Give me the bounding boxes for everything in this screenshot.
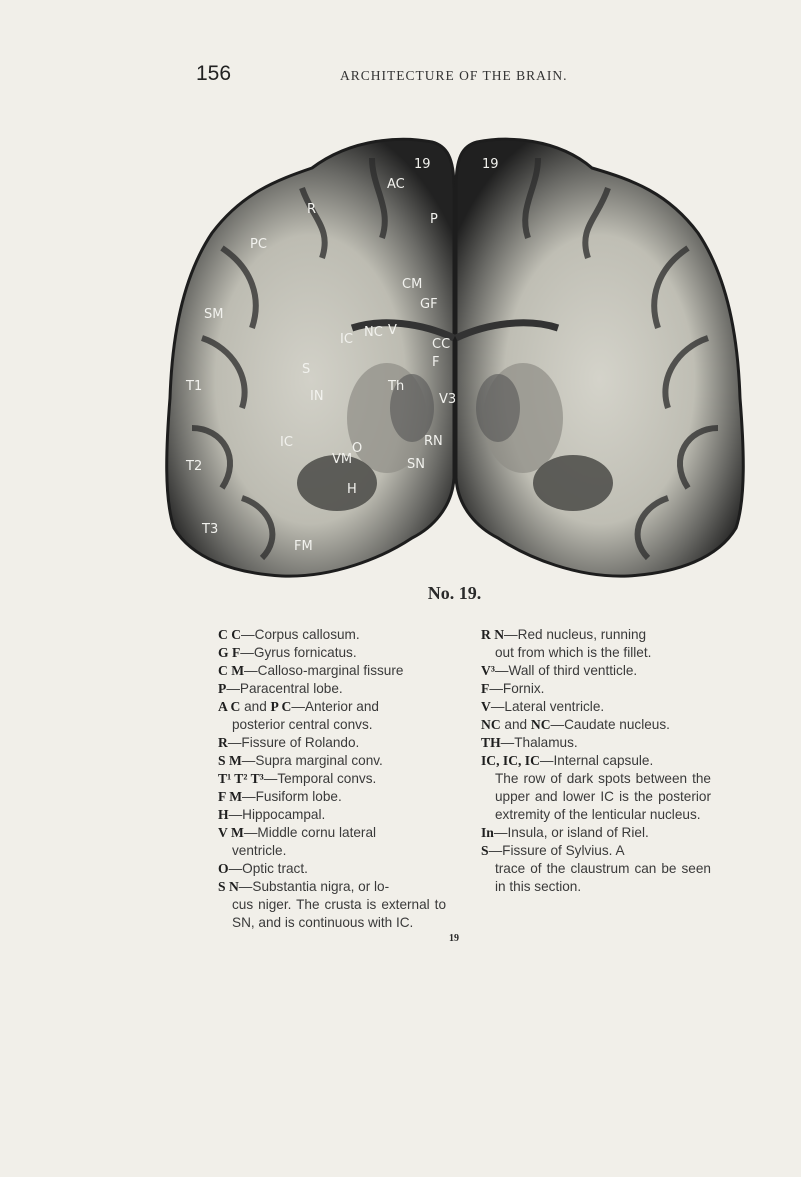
label-th: Th xyxy=(388,379,405,394)
label-o: O xyxy=(352,441,363,456)
label-sn: SN xyxy=(407,457,425,472)
legend-entry: R—Fissure of Rolando. xyxy=(218,735,360,750)
label-t1: T1 xyxy=(186,379,203,394)
running-title: ARCHITECTURE OF THE BRAIN. xyxy=(340,68,568,83)
legend-entry: V—Lateral ventricle. xyxy=(481,699,605,714)
legend-entry: T¹ T² T³—Temporal convs. xyxy=(218,771,377,786)
label-vm: VM xyxy=(332,452,353,467)
legend-entry: C M—Calloso-marginal fissure xyxy=(218,663,404,678)
label-nc: NC xyxy=(364,325,383,340)
legend-entry: NC and NC—Caudate nucleus. xyxy=(481,717,670,732)
figure-caption xyxy=(0,583,801,604)
legend-entry: P—Paracentral lobe. xyxy=(218,681,343,696)
label-ic-2: IC xyxy=(280,435,293,450)
label-sm: SM xyxy=(204,307,224,322)
label-s: S xyxy=(302,362,311,377)
legend-entry: G F—Gyrus fornicatus. xyxy=(218,645,357,660)
legend-entry: IC, IC, IC—Internal capsule. The row of dark spots between the upper and lower IC is the posterior extremity of the lenticular nucleus. xyxy=(481,753,711,822)
legend-entry: H—Hippocampal. xyxy=(218,807,326,822)
brain-section-plate xyxy=(162,128,748,583)
legend-entry: R N—Red nucleus, running out from which is the fillet. xyxy=(481,627,652,660)
figure-caption-text: No. 19. xyxy=(427,583,482,603)
label-v: V xyxy=(388,323,397,338)
label-pc: PC xyxy=(250,237,267,252)
label-h: H xyxy=(347,482,357,497)
page-header xyxy=(196,62,616,86)
page-number: 156 xyxy=(196,62,232,85)
legend-entry: In—Insula, or island of Riel. xyxy=(481,825,649,840)
label-p: P xyxy=(430,212,438,227)
legend-entry: V³—Wall of third ventticle. xyxy=(481,663,638,678)
legend-entry: S N—Substantia nigra, or lo- cus niger. The crusta is external to SN, and is continuous with IC. xyxy=(218,879,446,930)
legend-entry: A C and P C—Anterior and posterior central convs. xyxy=(218,699,379,732)
label-plate-19-right: 19 xyxy=(482,157,499,172)
brain-section-illustration xyxy=(162,128,748,583)
plate-number: 19 xyxy=(449,933,459,944)
legend-entry: F—Fornix. xyxy=(481,681,545,696)
label-cm: CM xyxy=(402,277,423,292)
legend-entry: S M—Supra marginal conv. xyxy=(218,753,383,768)
label-gf: GF xyxy=(420,297,438,312)
legend-entry: S—Fissure of Sylvius. A trace of the claustrum can be seen in this section. xyxy=(481,843,711,894)
label-ac: AC xyxy=(387,177,405,192)
legend-right-column xyxy=(481,626,711,896)
label-t2: T2 xyxy=(186,459,203,474)
label-f: F xyxy=(432,355,440,370)
label-ic: IC xyxy=(340,332,353,347)
label-fm: FM xyxy=(294,539,313,554)
label-cc: CC xyxy=(432,337,451,352)
label-r: R xyxy=(307,202,317,217)
label-t3: T3 xyxy=(202,522,219,537)
legend-left-column xyxy=(218,626,446,932)
legend-entry: C C—Corpus callosum. xyxy=(218,627,360,642)
label-rn: RN xyxy=(424,434,443,449)
legend-entry: O—Optic tract. xyxy=(218,861,308,876)
label-plate-19-left: 19 xyxy=(414,157,431,172)
legend-entry: TH—Thalamus. xyxy=(481,735,578,750)
legend-entry: V M—Middle cornu lateral ventricle. xyxy=(218,825,377,858)
legend-entry: F M—Fusiform lobe. xyxy=(218,789,342,804)
label-in: IN xyxy=(310,389,324,404)
label-v3: V3 xyxy=(439,392,457,407)
